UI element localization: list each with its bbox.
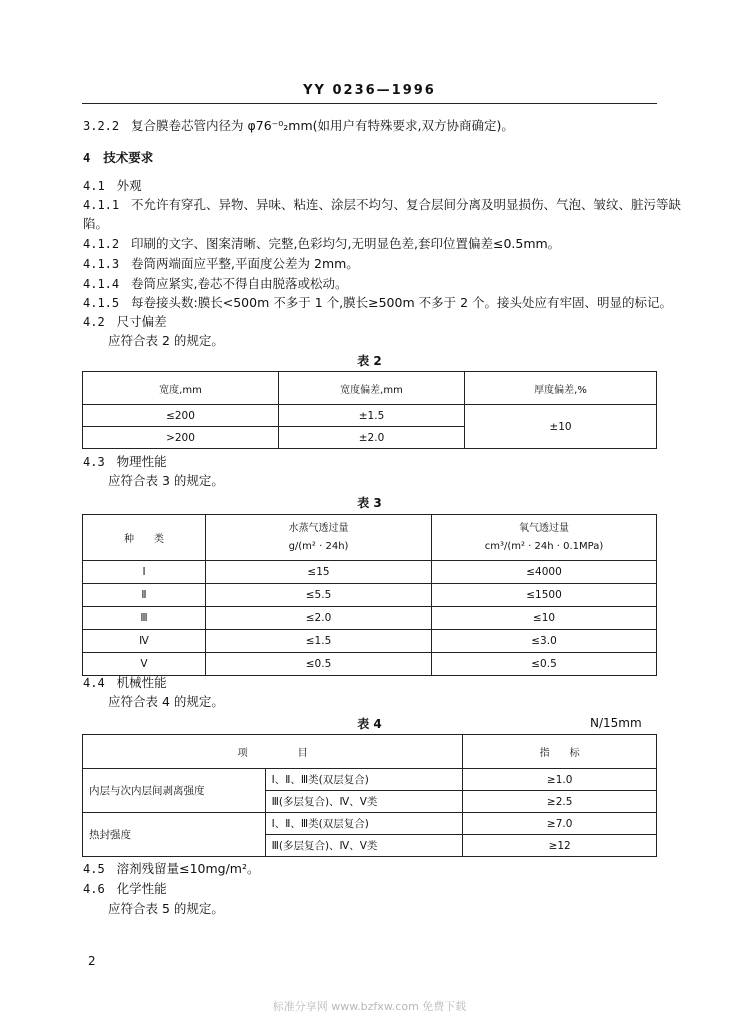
table-row [83,561,657,584]
table-3-caption: 表 3 [357,496,382,510]
section-4-heading [83,150,153,166]
section-title: 机械性能 [116,675,167,690]
document-code: YY 0236—1996 [303,83,436,98]
clause-number: 4.1.1 [83,198,120,212]
table-row [83,653,657,676]
section-4-4-heading [83,675,167,691]
table-cell: ≤200 [83,405,279,427]
table-cell: Ⅰ、Ⅱ、Ⅲ类(双层复合) [265,813,463,835]
section-number: 4.4 [83,676,105,690]
table-4-caption: 表 4 [357,717,382,731]
clause-text: 不允许有穿孔、异物、异味、粘连、涂层不均匀、复合层间分离及明显损伤、气泡、皱纹、脏污等缺 [131,197,682,212]
section-title: 化学性能 [116,881,167,896]
table-3 [82,514,657,676]
section-4-3-body: 应符合表 3 的规定。 [108,473,224,488]
para-4-1-4 [83,276,348,292]
table-cell: ≤10 [432,607,657,630]
table-cell: ≥1.0 [463,769,657,791]
table-4 [82,734,657,857]
table-cell: Ⅴ [83,653,206,676]
para-4-5 [83,861,260,877]
table-row [83,607,657,630]
clause-text: 复合膜卷芯管内径为 φ76⁻⁰₂mm(如用户有特殊要求,双方协商确定)。 [131,118,514,133]
clause-text: 溶剂残留量≤10mg/m²。 [116,861,260,876]
table-cell: ≤4000 [432,561,657,584]
table-cell: ≤2.0 [206,607,432,630]
table-cell: ≤15 [206,561,432,584]
table-cell: ≤1.5 [206,630,432,653]
table-row [83,769,657,791]
table-cell: ≤0.5 [432,653,657,676]
table-2-caption: 表 2 [357,354,382,368]
table-cell: Ⅲ [83,607,206,630]
table-cell: ≥7.0 [463,813,657,835]
table-header-cell: 项 目 [83,735,463,769]
table-row [83,630,657,653]
para-4-1-1 [83,197,681,213]
table-row [83,584,657,607]
clause-text: 卷筒两端面应平整,平面度公差为 2mm。 [131,256,359,271]
table-cell: ≤3.0 [432,630,657,653]
table-header-cell [206,515,432,561]
section-4-1-heading [83,178,142,194]
table-cell: ±10 [465,405,657,449]
section-number: 4 [83,151,91,165]
table-2 [82,371,657,449]
para-4-1-5 [83,295,672,311]
para-4-1-1-continued: 陷。 [83,216,109,231]
para-3-2-2 [83,118,514,134]
table-cell: Ⅲ(多层复合)、Ⅳ、Ⅴ类 [265,791,463,813]
table-cell: 热封强度 [83,813,266,857]
clause-number: 4.5 [83,862,105,876]
table-header-cell: 厚度偏差,% [465,372,657,405]
section-4-4-body: 应符合表 4 的规定。 [108,694,224,709]
table-cell: 内层与次内层间剥离强度 [83,769,266,813]
section-4-6-heading [83,881,167,897]
header-line: 氧气透过量 [519,522,569,534]
header-line: g/(m² · 24h) [288,540,349,552]
section-title: 技术要求 [103,150,154,165]
section-number: 4.2 [83,315,105,329]
table-cell: ±1.5 [279,405,465,427]
table-row [83,405,657,427]
page-number: 2 [88,954,96,968]
table-cell: >200 [83,427,279,449]
section-number: 4.3 [83,455,105,469]
section-4-2-heading [83,314,167,330]
table-header-cell: 宽度,mm [83,372,279,405]
clause-number: 3.2.2 [83,119,120,133]
clause-number: 4.1.2 [83,237,120,251]
clause-text: 每卷接头数:膜长<500m 不多于 1 个,膜长≥500m 不多于 2 个。接头处应有牢固、明显的标记。 [131,295,672,310]
clause-number: 4.1.5 [83,296,120,310]
table-header-cell: 指 标 [463,735,657,769]
table-cell: ≤0.5 [206,653,432,676]
table-cell: Ⅰ、Ⅱ、Ⅲ类(双层复合) [265,769,463,791]
table-cell: Ⅰ [83,561,206,584]
section-title: 物理性能 [116,454,167,469]
table-cell: Ⅳ [83,630,206,653]
table-4-unit: N/15mm [590,716,642,730]
section-number: 4.1 [83,179,105,193]
header-line: 水蒸气透过量 [288,522,349,534]
table-row [83,813,657,835]
clause-text: 印刷的文字、图案清晰、完整,色彩均匀,无明显色差,套印位置偏差≤0.5mm。 [131,236,561,251]
clause-number: 4.1.3 [83,257,120,271]
table-cell: ≥12 [463,835,657,857]
clause-number: 4.1.4 [83,277,120,291]
section-4-3-heading [83,454,167,470]
clause-text: 卷筒应紧实,卷芯不得自由脱落或松动。 [131,276,348,291]
section-4-2-body: 应符合表 2 的规定。 [108,333,224,348]
table-cell: Ⅲ(多层复合)、Ⅳ、Ⅴ类 [265,835,463,857]
section-4-6-body: 应符合表 5 的规定。 [108,901,224,916]
table-header-cell [432,515,657,561]
watermark: 标准分享网 www.bzfxw.com 免费下载 [272,1000,467,1013]
header-divider [82,103,657,104]
section-title: 外观 [116,178,142,193]
table-header-cell: 种 类 [83,515,206,561]
section-title: 尺寸偏差 [116,314,167,329]
para-4-1-2 [83,236,560,252]
header-line: cm³/(m² · 24h · 0.1MPa) [484,540,604,552]
table-cell: Ⅱ [83,584,206,607]
table-cell: ≤1500 [432,584,657,607]
para-4-1-3 [83,256,359,272]
table-cell: ±2.0 [279,427,465,449]
table-cell: ≥2.5 [463,791,657,813]
table-cell: ≤5.5 [206,584,432,607]
section-number: 4.6 [83,882,105,896]
table-header-cell: 宽度偏差,mm [279,372,465,405]
